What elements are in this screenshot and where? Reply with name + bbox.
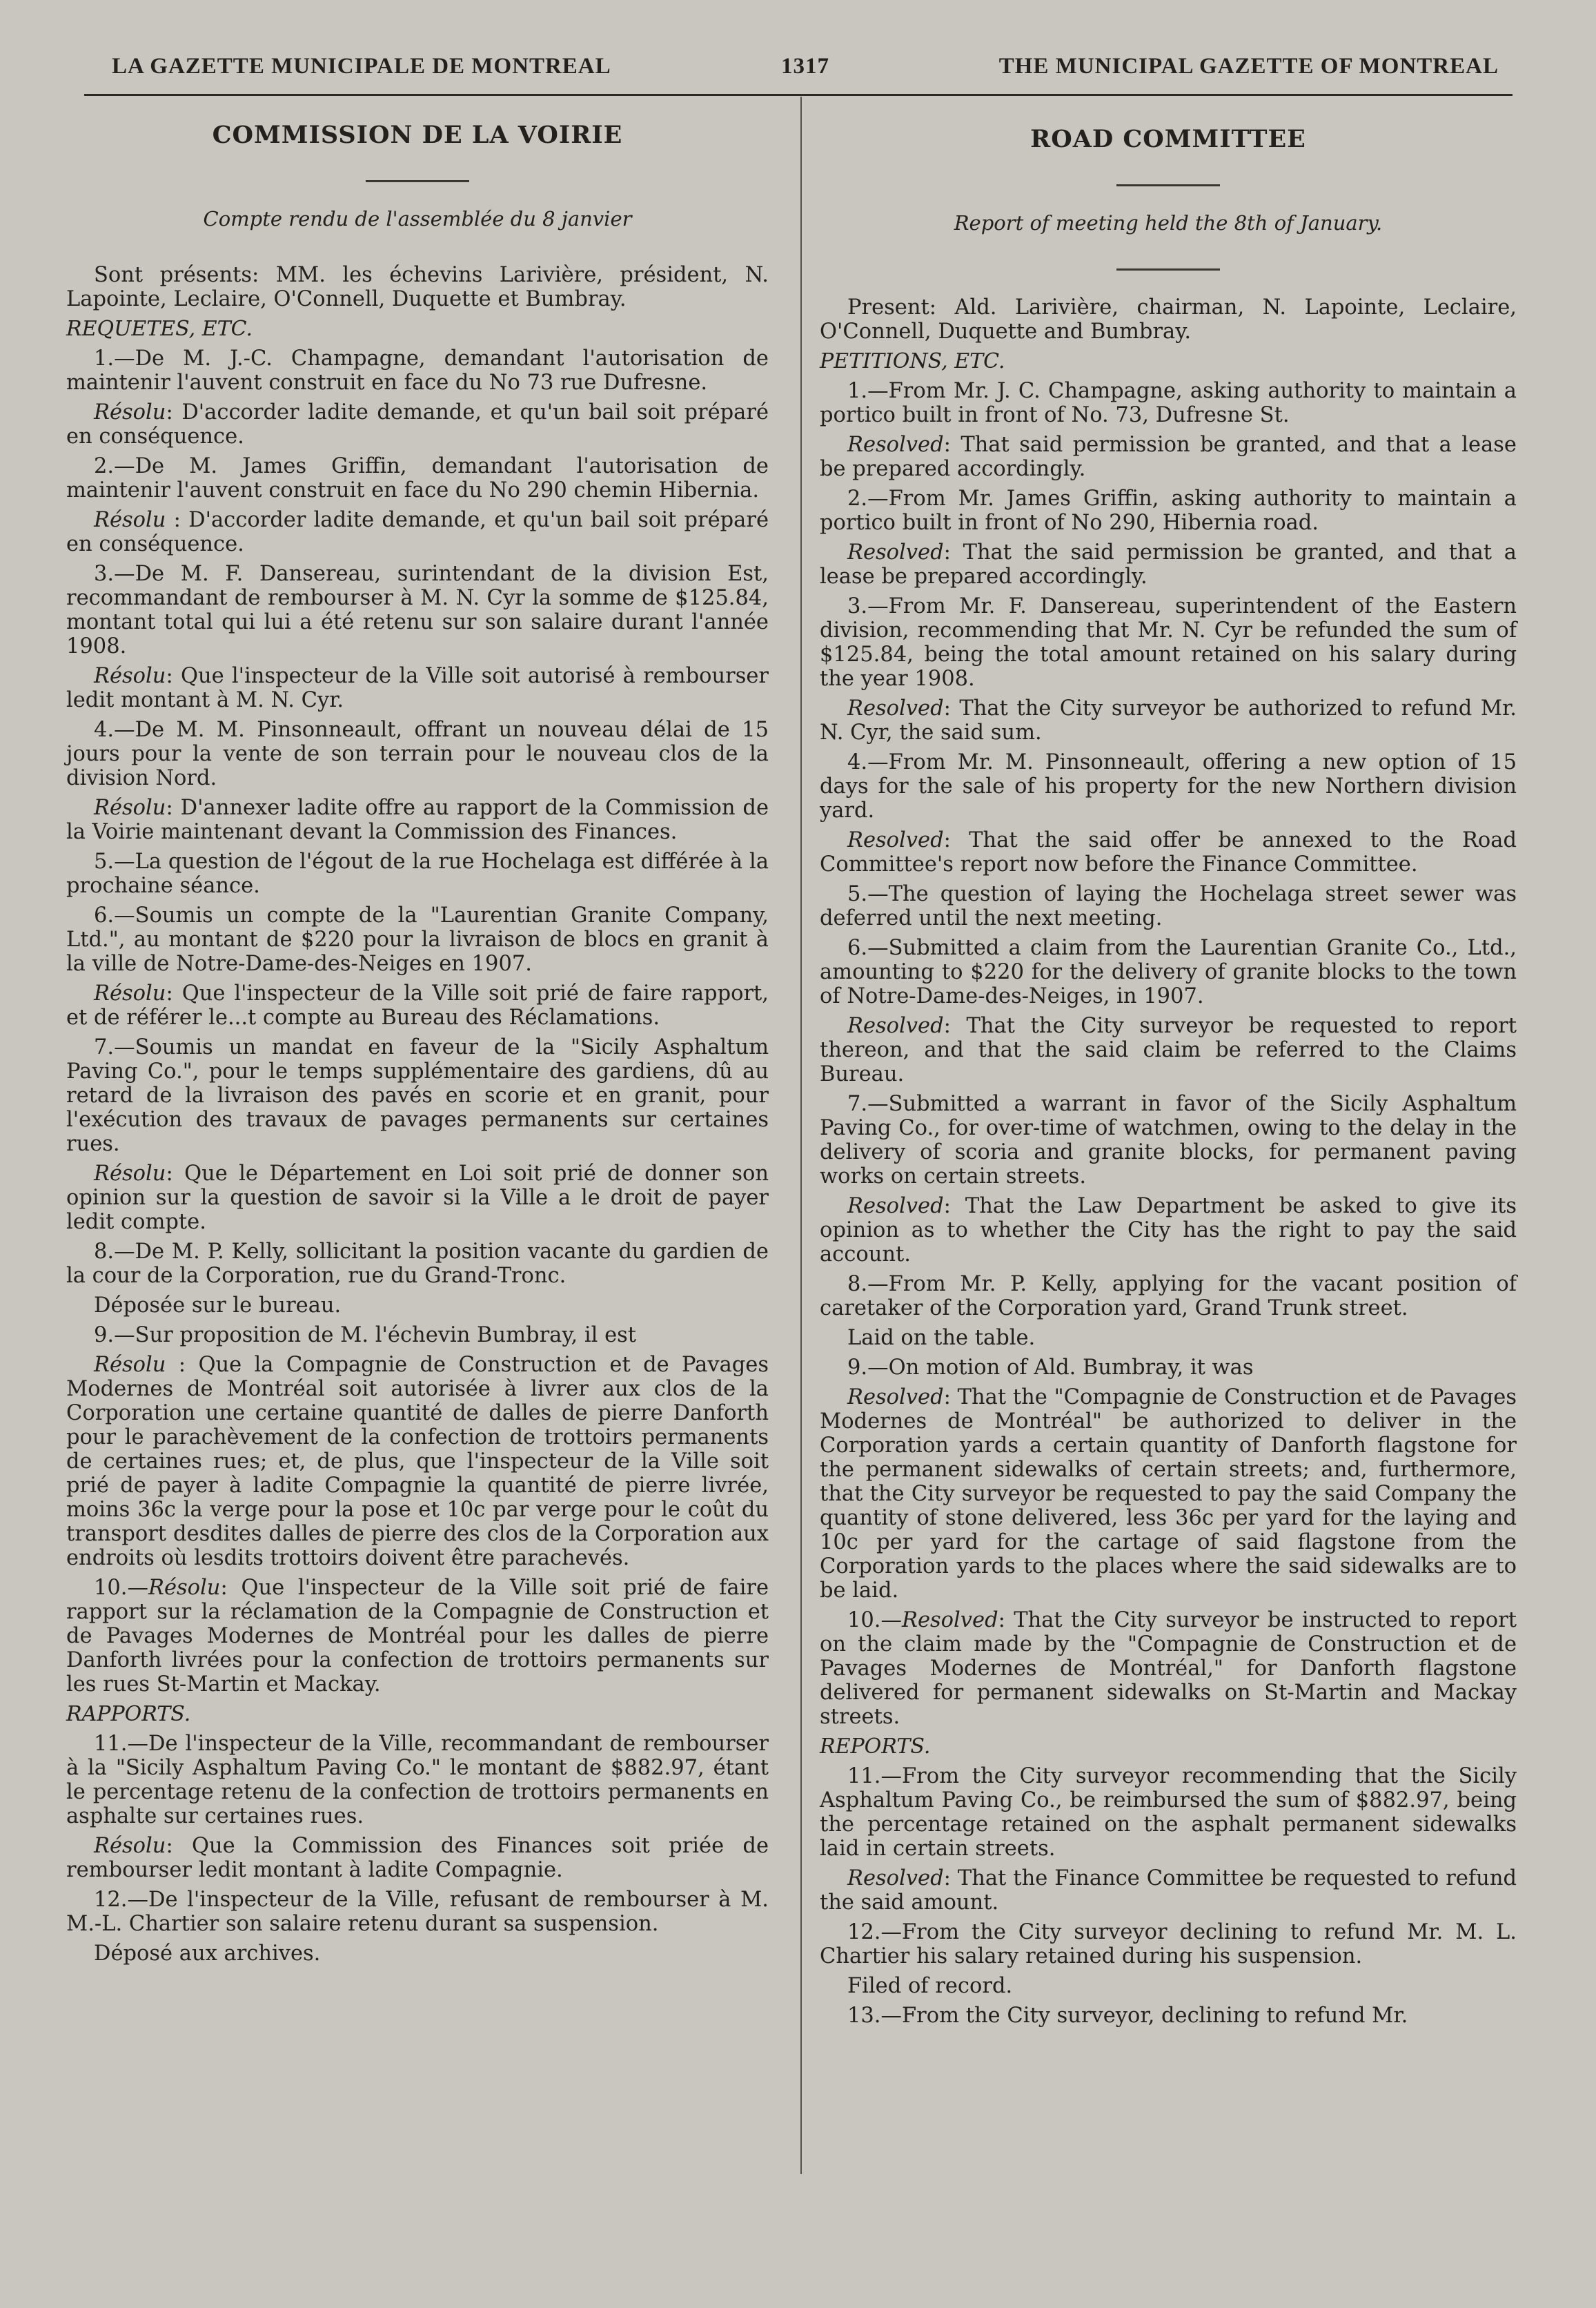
english-column [820, 117, 1517, 2033]
resolution-text: : D'accorder ladite demande, et qu'un bail soit préparé en conséquence. [66, 508, 769, 556]
header-left-title: LA GAZETTE MUNICIPALE DE MONTREAL [112, 54, 611, 79]
english-resolution-7 [820, 1194, 1517, 1267]
title-rule [1116, 184, 1220, 186]
english-present: Present: Ald. Larivière, chairman, N. Lapointe, Leclaire, O'Connell, Duquette and Bumbray. [820, 295, 1517, 344]
french-item-8: 8.—De M. P. Kelly, sollicitant la position vacante du gardien de la cour de la Corporation, rue du Grand-Tronc. [66, 1240, 769, 1288]
english-item-2: 2.—From Mr. James Griffin, asking authority to maintain a portico built in front of No 290, Hibernia road. [820, 487, 1517, 535]
english-item-8: 8.—From Mr. P. Kelly, applying for the vacant position of caretaker of the Corporation yard, Grand Trunk street. [820, 1272, 1517, 1320]
english-item-7: 7.—Submitted a warrant in favor of the Sicily Asphaltum Paving Co., for over-time of watchmen, owing to the delay in the delivery of scoria and granite blocks, for permanent paving works on certain streets. [820, 1092, 1517, 1189]
resolution-text: : That said permission be granted, and that a lease be prepared accordingly. [820, 433, 1517, 481]
french-resolution-2 [66, 508, 769, 556]
english-resolution-11 [820, 1866, 1517, 1915]
resolution-label: Resolved [847, 540, 944, 565]
resolution-text: : Que l'inspecteur de la Ville soit prié de faire rapport sur la réclamation de la Compagnie de Construction et de Pavages Modernes de Montréal pour les dalles de pierre Danforth livrées pour la confection de trottoirs permanents sur les rues St-Martin et Mackay. [66, 1576, 769, 1696]
resolution-text: : Que l'inspecteur de la Ville soit prié de faire rapport, et de référer le...t compte au Bureau des Réclamations. [66, 981, 769, 1030]
french-item-8-disposition: Déposée sur le bureau. [94, 1293, 342, 1318]
french-present: Sont présents: MM. les échevins Larivière, président, N. Lapointe, Leclaire, O'Connell, Duquette et Bumbray. [66, 263, 769, 311]
resolution-label: Résolu [94, 664, 166, 688]
page-number: 1317 [781, 54, 829, 79]
item-prefix: 10.— [94, 1576, 149, 1600]
resolution-text: : That the City surveyor be instructed to report on the claim made by the "Compagnie de Construction et de Pavages Modernes de Montréal," for Danforth flagstone delivered for permanent sidewalks on St-Martin and Mackay streets. [820, 1608, 1517, 1729]
french-item-4: 4.—De M. M. Pinsonneault, offrant un nouveau délai de 15 jours pour la vente de son terrain pour le nouveau clos de la division Nord. [66, 718, 769, 790]
english-resolution-6 [820, 1014, 1517, 1086]
french-section-requests: REQUETES, ETC. [66, 317, 253, 341]
french-subtitle: Compte rendu de l'assemblée du 8 janvier [203, 207, 632, 231]
resolution-text: : That the Finance Committee be requested to refund the said amount. [820, 1866, 1517, 1915]
french-item-2: 2.—De M. James Griffin, demandant l'autorisation de maintenir l'auvent construit en face du No 290 chemin Hibernia. [66, 454, 769, 502]
resolution-label: Résolu [148, 1576, 221, 1600]
french-column [66, 117, 769, 1971]
resolution-text: : That the City surveyor be requested to report thereon, and that the said claim be referred to the Claims Bureau. [820, 1014, 1517, 1086]
french-item-6: 6.—Soumis un compte de la "Laurentian Granite Company, Ltd.", au montant de $220 pour la livraison de blocs en granit à la ville de Notre-Dame-des-Neiges en 1907. [66, 903, 769, 976]
resolution-label: Resolved [902, 1608, 998, 1632]
french-resolution-1 [66, 400, 769, 449]
english-item-13: 13.—From the City surveyor, declining to refund Mr. [847, 2004, 1408, 2028]
resolution-label: Resolved [847, 433, 944, 457]
english-item-12-disposition: Filed of record. [847, 1974, 1013, 1998]
french-item-1: 1.—De M. J.-C. Champagne, demandant l'autorisation de maintenir l'auvent construit en face du No 73 rue Dufresne. [66, 346, 769, 395]
resolution-label: Resolved [847, 696, 944, 721]
resolution-label: Résolu [94, 508, 166, 532]
english-title: ROAD COMMITTEE [1030, 125, 1306, 153]
resolution-label: Résolu [94, 796, 166, 820]
resolution-text: : Que la Compagnie de Construction et de Pavages Modernes de Montréal soit autorisée à livrer aux clos de la Corporation une certaine quantité de dalles de pierre Danforth pour le parachèvement de la confection de trottoirs permanents de certaines rues; et, de plus, que l'inspecteur de la Ville soit prié de payer à ladite Compagnie la quantité de pierre livrée, moins 36c la verge pour la pose et 10c par verge pour le coût du transport desdites dalles de pierre des clos de la Corporation aux endroits où lesdits trottoirs doivent être parachevés. [66, 1353, 769, 1570]
english-section-petitions: PETITIONS, ETC. [820, 349, 1005, 373]
english-resolution-2 [820, 540, 1517, 589]
resolution-text: : That the Law Department be asked to give its opinion as to whether the City has the right to pay the said account. [820, 1194, 1517, 1267]
column-divider [800, 97, 802, 2174]
english-section-reports: REPORTS. [820, 1734, 931, 1759]
french-item-11: 11.—De l'inspecteur de la Ville, recommandant de rembourser à la "Sicily Asphaltum Paving Co." le montant de $882.97, étant le percentage retenu de la confection de trottoirs permanents en asphalte sur certaines rues. [66, 1732, 769, 1828]
french-item-12-disposition: Déposé aux archives. [94, 1942, 321, 1966]
english-resolution-1 [820, 433, 1517, 481]
english-item-12: 12.—From the City surveyor declining to refund Mr. M. L. Chartier his salary retained during his suspension. [820, 1920, 1517, 1968]
resolution-text: : D'annexer ladite offre au rapport de la Commission de la Voirie maintenant devant la Commission des Finances. [66, 796, 769, 844]
resolution-text: : That the said permission be granted, and that a lease be prepared accordingly. [820, 540, 1517, 589]
english-item-11: 11.—From the City surveyor recommending that the Sicily Asphaltum Paving Co., be reimbursed the sum of $882.97, being the percentage retained on the asphalt permanent sidewalks laid in certain streets. [820, 1764, 1517, 1861]
title-rule [366, 180, 469, 182]
french-item-10 [66, 1576, 769, 1696]
header-right-title: THE MUNICIPAL GAZETTE OF MONTREAL [998, 54, 1499, 79]
resolution-label: Résolu [94, 1162, 166, 1186]
resolution-label: Resolved [847, 1194, 944, 1218]
resolution-text: : Que l'inspecteur de la Ville soit autorisé à rembourser ledit montant à M. N. Cyr. [66, 664, 769, 712]
french-resolution-7 [66, 1162, 769, 1234]
resolution-label: Resolved [847, 1385, 944, 1409]
resolution-label: Résolu [94, 981, 166, 1006]
header-rule [84, 94, 1513, 96]
english-item-1: 1.—From Mr. J. C. Champagne, asking authority to maintain a portico built in front of No. 73, Dufresne St. [820, 379, 1517, 427]
french-resolution-6 [66, 981, 769, 1030]
item-prefix: 10.— [847, 1608, 903, 1632]
resolution-text: : Que le Département en Loi soit prié de donner son opinion sur la question de savoir si la Ville a le droit de payer ledit compte. [66, 1162, 769, 1234]
resolution-label: Resolved [847, 1014, 944, 1038]
resolution-text: : That the "Compagnie de Construction et de Pavages Modernes de Montréal" be authorized to deliver in the Corporation yards a certain quantity of Danforth flagstone for the permanent sidewalks of certain streets; and, furthermore, that the City surveyor be requested to pay the said Company the quantity of stone delivered, less 36c per yard for the laying and 10c per yard for the cartage of said flagstone from the Corporation yards to the places where the said sidewalks are to be laid. [820, 1385, 1517, 1603]
subtitle-rule [1116, 268, 1220, 271]
resolution-label: Résolu [94, 1353, 166, 1377]
french-title: COMMISSION DE LA VOIRIE [212, 121, 623, 149]
english-resolution-9 [820, 1385, 1517, 1603]
english-item-3: 3.—From Mr. F. Dansereau, superintendent of the Eastern division, recommending that Mr. N. Cyr be refunded the sum of $125.84, being the total amount retained on his salary during the year 1908. [820, 594, 1517, 691]
english-item-10 [820, 1608, 1517, 1729]
french-item-5: 5.—La question de l'égout de la rue Hochelaga est différée à la prochaine séance. [66, 850, 769, 898]
french-resolution-3 [66, 664, 769, 712]
resolution-text: : D'accorder ladite demande, et qu'un bail soit préparé en conséquence. [66, 400, 769, 449]
english-resolution-3 [820, 696, 1517, 745]
english-item-6: 6.—Submitted a claim from the Laurentian Granite Co., Ltd., amounting to $220 for the delivery of granite blocks to the town of Notre-Dame-des-Neiges, in 1907. [820, 936, 1517, 1008]
french-item-9: 9.—Sur proposition de M. l'échevin Bumbray, il est [94, 1323, 637, 1347]
resolution-label: Resolved [847, 1866, 944, 1890]
resolution-text: : Que la Commission des Finances soit priée de rembourser ledit montant à ladite Compagnie. [66, 1834, 769, 1882]
french-resolution-11 [66, 1834, 769, 1882]
english-item-8-disposition: Laid on the table. [847, 1326, 1036, 1350]
french-item-3: 3.—De M. F. Dansereau, surintendant de la division Est, recommandant de rembourser à M. N. Cyr la somme de $125.84, montant total qui lui a été retenu sur son salaire durant l'année 1908. [66, 562, 769, 658]
english-item-5: 5.—The question of laying the Hochelaga street sewer was deferred until the next meeting. [820, 882, 1517, 930]
resolution-label: Resolved [847, 828, 944, 852]
french-section-reports: RAPPORTS. [66, 1702, 191, 1726]
french-item-12: 12.—De l'inspecteur de la Ville, refusant de rembourser à M. M.-L. Chartier son salaire retenu durant sa suspension. [66, 1888, 769, 1936]
french-item-7: 7.—Soumis un mandat en faveur de la "Sicily Asphaltum Paving Co.", pour le temps supplémentaire des gardiens, dû au retard de la livraison des pavés en scorie et en granit, pour l'exécution des travaux de pavages permanents sur certaines rues. [66, 1035, 769, 1156]
english-item-4: 4.—From Mr. M. Pinsonneault, offering a new option of 15 days for the sale of his property for the new Northern division yard. [820, 750, 1517, 823]
resolution-label: Résolu [94, 1834, 166, 1858]
resolution-label: Résolu [94, 400, 166, 424]
english-resolution-4 [820, 828, 1517, 877]
french-resolution-9 [66, 1353, 769, 1570]
english-item-9: 9.—On motion of Ald. Bumbray, it was [847, 1356, 1254, 1380]
resolution-text: : That the said offer be annexed to the Road Committee's report now before the Finance Committee. [820, 828, 1517, 877]
resolution-text: : That the City surveyor be authorized to refund Mr. N. Cyr, the said sum. [820, 696, 1517, 745]
english-subtitle: Report of meeting held the 8th of January. [954, 211, 1383, 235]
running-head [84, 50, 1499, 84]
french-resolution-4 [66, 796, 769, 844]
